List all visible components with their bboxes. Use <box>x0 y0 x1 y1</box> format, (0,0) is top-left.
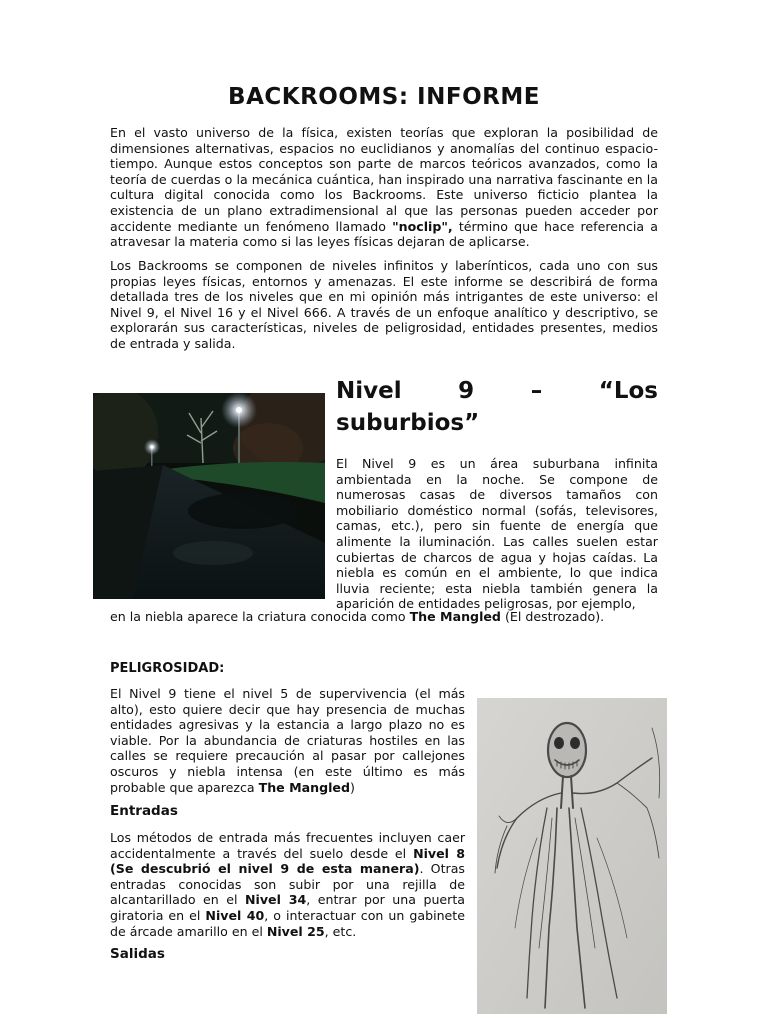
mangled-sketch-image <box>477 698 667 1014</box>
mangled-text-a: en la niebla aparece la criatura conocida como <box>110 609 410 624</box>
intro-text-b: término que hace referencia a atravesar la materia como si las leyes físicas dejaran de aplicarse. <box>110 218 658 250</box>
entradas-t4: , o interactuar con un gabinete de árcade amarillo en el <box>110 907 465 939</box>
peligro-text-a: El Nivel 9 tiene el nivel 5 de supervivencia (el más alto), esto quiere decir que hay presencia de muchas entidades agresivas y la estancia a largo plazo no es viable. Por la abundancia de criaturas hostiles en las calles se requiere precaución al pasar por callejones oscuros y niebla intensa (en este último es más probable que aparezca <box>110 686 465 795</box>
salidas-heading: Salidas <box>110 946 165 962</box>
mangled-name: The Mangled <box>409 609 501 624</box>
entradas-t5: , etc. <box>324 923 357 939</box>
entradas-b2: Nivel 34 <box>244 892 307 908</box>
entradas-t3: , entrar por una puerta giratoria en el <box>110 892 466 923</box>
intro-text-a: En el vasto universo de la física, existen teorías que exploran la posibilidad de dimensiones alternativas, espacios no euclidianos y anomalías del continuo espacio-tiempo. Aunque estos conceptos son parte de marcos teóricos avanzados, como la teoría de cuerdas o la mecánica cuántica, han inspirado una narrativa fascinante en la cultura digital conocida como los Backrooms. Este universo ficticio plantea la existencia de un plano extradimensional al que las personas pueden acceder por accidente mediante un fenómeno llamado <box>110 125 658 234</box>
nivel-9-heading-line2: suburbios” <box>336 410 480 436</box>
night-street-photo <box>93 393 325 599</box>
intro-paragraph-1 <box>110 125 658 250</box>
mangled-text-b: (El destrozado). <box>500 609 605 624</box>
peligro-text-b: ) <box>350 779 355 795</box>
entradas-b4: Nivel 25 <box>266 923 325 939</box>
entradas-b3: Nivel 40 <box>205 907 265 923</box>
peligrosidad-heading: PELIGROSIDAD: <box>110 661 225 676</box>
entradas-b1: Nivel 8 (Se descubrió el nivel 9 de esta manera) <box>110 845 465 877</box>
document-title: BACKROOMS: INFORME <box>228 84 540 110</box>
entradas-t1: Los métodos de entrada más frecuentes incluyen caer accidentalmente a través del suelo desde el <box>110 830 465 861</box>
intro-paragraph-2: Los Backrooms se componen de niveles infinitos y laberínticos, cada uno con sus propias leyes físicas, entornos y amenazas. El este informe se describirá de forma detallada tres de los niveles que en mi opinión más intrigantes de este universo: el Nivel 9, el Nivel 16 y el Nivel 666. A través de un enfoque analítico y descriptivo, se explorarán sus características, niveles de peligrosidad, entidades presentes, medios de entrada y salida. <box>110 258 658 351</box>
entradas-t2: . Otras entradas conocidas son subir por una rejilla de alcantarillado en el <box>110 861 465 908</box>
nivel-9-heading-line1: Nivel 9 – “Los <box>336 378 658 404</box>
nivel-9-heading <box>336 375 658 439</box>
entradas-heading: Entradas <box>110 803 178 819</box>
entradas-paragraph <box>110 830 465 939</box>
peligro-mangled: The Mangled <box>258 779 350 795</box>
nivel-9-description-end <box>110 609 658 625</box>
peligrosidad-paragraph <box>110 686 465 795</box>
noclip-term: "noclip", <box>392 218 453 234</box>
nivel-9-description: El Nivel 9 es un área suburbana infinita ambientada en la noche. Se compone de numerosas casas de diversos tamaños con mobiliario doméstico normal (sofás, televisores, camas, etc.), pero sin fuente de energía que alimente la iluminación. Las calles suelen estar cubiertas de charcos de agua y hojas caídas. La niebla es común en el ambiente, lo que indica lluvia reciente; esta niebla también genera la aparición de entidades peligrosas, por ejemplo, <box>336 456 658 612</box>
